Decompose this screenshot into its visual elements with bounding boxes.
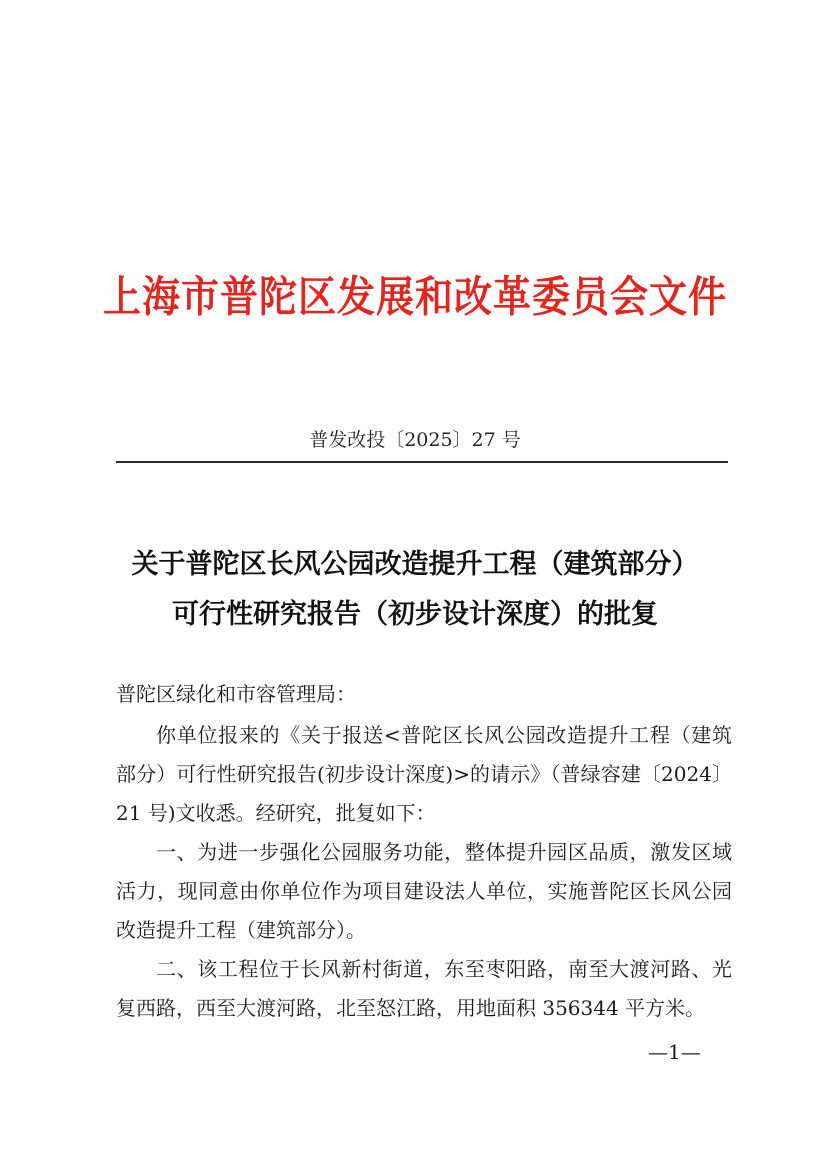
body-paragraph-item-1: 一、为进一步强化公园服务功能，整体提升园区品质，激发区域活力，现同意由你单位作为项目建设法人单位，实施普陀区长风公园改造提升工程（建筑部分）。 <box>116 840 732 942</box>
document-number: 普发改投〔2025〕27 号 <box>309 429 521 451</box>
header-divider-line <box>116 461 728 463</box>
body-paragraph-item-2: 二、该工程位于长风新村街道，东至枣阳路，南至大渡河路、光复西路，西至大渡河路，北至怒江路，用地面积 356344 平方米。 <box>116 957 732 1020</box>
page-number: —1— <box>648 1040 701 1064</box>
document-title-line-2: 可行性研究报告（初步设计深度）的批复 <box>172 599 658 630</box>
issuing-organization-header: 上海市普陀区发展和改革委员会文件 <box>102 270 727 322</box>
addressee: 普陀区绿化和市容管理局： <box>116 682 356 706</box>
document-title-line-1: 关于普陀区长风公园改造提升工程（建筑部分） <box>131 549 699 580</box>
document-title <box>0 540 830 640</box>
document-body <box>116 716 732 1028</box>
body-paragraph-intro: 你单位报来的《关于报送<普陀区长风公园改造提升工程（建筑部分）可行性研究报告(初步设计深度)>的请示》（普绿容建〔2024〕21 号)文收悉。经研究，批复如下： <box>116 723 732 825</box>
